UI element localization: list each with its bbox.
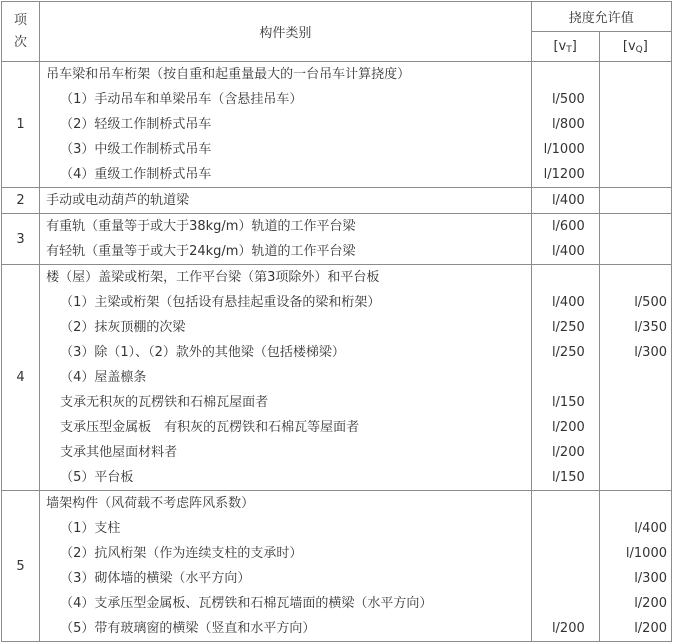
member-type-text: （3）中级工作制桥式吊车 [60, 142, 212, 157]
member-type-text: 吊车梁和吊车桁架（按自重和起重量最大的一台吊车计算挠度） [46, 67, 411, 82]
group-type-cell [40, 491, 531, 642]
group-type-cell [40, 265, 531, 491]
member-type-text: 支承无积灰的瓦楞铁和石棉瓦屋面者 [60, 395, 269, 410]
vq-value: l/300 [634, 571, 667, 586]
member-type-text: （5）平台板 [60, 470, 134, 485]
member-type-text: 有重轨（重量等于或大于38kg/m）轨道的工作平台梁 [46, 219, 356, 234]
member-type-text: 有轻轨（重量等于或大于24kg/m）轨道的工作平台梁 [46, 244, 356, 259]
deflection-limit-table [1, 1, 672, 642]
vt-value: l/400 [551, 193, 585, 208]
vt-value: l/800 [551, 117, 585, 132]
vt-value: l/1000 [543, 142, 585, 157]
group-vt-cell [531, 265, 599, 491]
group-vq-cell [599, 214, 671, 265]
group-vq-cell [599, 491, 671, 642]
group-row [2, 265, 672, 491]
member-type-text: （2）轻级工作制桥式吊车 [60, 117, 212, 132]
member-type-text: （1）主梁或桁架（包括设有悬挂起重设备的梁和桁架） [60, 295, 381, 310]
header-vq-cell: $[v_Q]$ [599, 32, 671, 62]
vq-value [600, 87, 671, 112]
group-row [2, 491, 672, 642]
vq-value [600, 365, 671, 390]
vq-value [600, 214, 671, 239]
member-type-text: （4）重级工作制桥式吊车 [60, 167, 212, 182]
vt-value: l/500 [551, 92, 585, 107]
group-vq-cell [599, 265, 671, 491]
group-vt-cell [531, 188, 599, 214]
vt-value [532, 62, 599, 87]
vt-value: l/150 [551, 470, 585, 485]
vt-value: l/400 [551, 244, 585, 259]
vq-value: l/500 [634, 295, 667, 310]
vq-value [600, 112, 671, 137]
group-row [2, 214, 672, 265]
group-index-cell: 1 [2, 62, 40, 188]
group-row [2, 188, 672, 214]
member-type-text: （1）支柱 [60, 521, 121, 536]
vq-value [600, 440, 671, 465]
vt-value [532, 566, 599, 591]
header-limit-cell: 挠度允许值 [531, 2, 671, 32]
group-type-cell [40, 188, 531, 214]
member-type-text: （2）抹灰顶棚的次梁 [60, 320, 186, 335]
vt-value [532, 516, 599, 541]
vt-value: l/600 [551, 219, 585, 234]
group-vt-cell [531, 62, 599, 188]
group-vt-cell [531, 491, 599, 642]
group-vq-cell [599, 188, 671, 214]
vq-value [600, 465, 671, 490]
header-index-cell [2, 2, 40, 62]
group-index-cell: 5 [2, 491, 40, 642]
member-type-text: 支承其他屋面材料者 [60, 445, 178, 460]
header-index-line1: 项 [14, 12, 28, 28]
vt-value: l/250 [551, 345, 585, 360]
vt-value: l/1200 [543, 167, 585, 182]
vq-value [600, 188, 671, 213]
vq-value: l/350 [634, 320, 667, 335]
vt-value [532, 541, 599, 566]
vq-value [600, 62, 671, 87]
vq-value: l/400 [634, 521, 667, 536]
vq-value [600, 162, 671, 187]
vt-value: l/250 [551, 320, 585, 335]
vq-value [600, 239, 671, 264]
vt-value [532, 491, 599, 516]
member-type-text: （3）砌体墙的横梁（水平方向） [60, 571, 251, 586]
vq-value [600, 491, 671, 516]
vq-value: l/200 [634, 621, 667, 636]
group-vt-cell [531, 214, 599, 265]
group-index-cell: 2 [2, 188, 40, 214]
vq-value [600, 415, 671, 440]
vt-value: l/200 [551, 621, 585, 636]
group-row [2, 62, 672, 188]
header-type-cell: 构件类别 [40, 2, 531, 62]
vt-value [532, 591, 599, 616]
member-type-text: （1）手动吊车和单梁吊车（含悬挂吊车） [60, 92, 303, 107]
member-type-text: （3）除（1）、（2）款外的其他梁（包括楼梯梁） [60, 345, 345, 360]
vq-value [600, 265, 671, 290]
vt-value: l/200 [551, 445, 585, 460]
vq-value: l/200 [634, 596, 667, 611]
group-type-cell [40, 62, 531, 188]
vq-value [600, 390, 671, 415]
vq-value [600, 137, 671, 162]
vq-value: l/300 [634, 345, 667, 360]
group-vq-cell [599, 62, 671, 188]
group-index-cell: 3 [2, 214, 40, 265]
vt-value: l/400 [551, 295, 585, 310]
member-type-text: （2）抗风桁架（作为连续支柱的支承时） [60, 546, 303, 561]
member-type-text: 手动或电动葫芦的轨道梁 [46, 193, 190, 208]
member-type-text: （4）支承压型金属板、瓦楞铁和石棉瓦墙面的横梁（水平方向） [60, 596, 433, 611]
vt-value: l/150 [551, 395, 585, 410]
vt-value: l/200 [551, 420, 585, 435]
member-type-text: （4）屋盖檩条 [60, 370, 147, 385]
member-type-text: 墙架构件（风荷载不考虑阵风系数） [46, 496, 255, 511]
vt-value [532, 265, 599, 290]
vq-value: l/1000 [625, 546, 667, 561]
group-body [2, 62, 672, 642]
group-type-cell [40, 214, 531, 265]
member-type-text: 支承压型金属板 有积灰的瓦楞铁和石棉瓦等屋面者 [60, 420, 360, 435]
group-index-cell: 4 [2, 265, 40, 491]
header-row-top [2, 2, 672, 32]
vt-value [532, 365, 599, 390]
header-vt-cell: $[v_T]$ [531, 32, 599, 62]
member-type-text: （5）带有玻璃窗的横梁（竖直和水平方向） [60, 621, 316, 636]
member-type-text: 楼（屋）盖梁或桁架，工作平台梁（第3项除外）和平台板 [46, 270, 380, 285]
header-index-line2: 次 [14, 34, 28, 50]
